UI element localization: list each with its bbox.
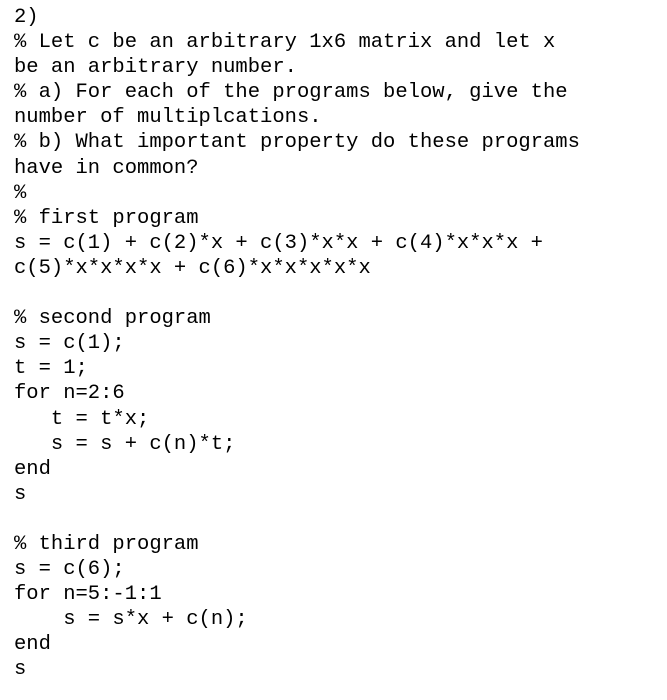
second-program-heading: % second program: [14, 307, 211, 331]
second-program-code-line-6: end: [14, 457, 51, 481]
first-program-heading: % first program: [14, 206, 199, 230]
comment-line-intro-1: % Let c be an arbitrary 1x6 matrix and let x: [14, 31, 556, 55]
blank-line: [14, 281, 667, 306]
comment-line-intro-2: be an arbitrary number.: [14, 56, 297, 80]
third-program-code-line-3: s = s*x + c(n);: [14, 608, 248, 632]
problem-number: 2): [14, 6, 39, 29]
first-program-code-line-2: c(5)*x*x*x*x + c(6)*x*x*x*x*x: [14, 256, 371, 280]
comment-line-question-a-1: % a) For each of the programs below, give the: [14, 81, 568, 105]
third-program-heading: % third program: [14, 532, 199, 556]
comment-line-question-b-1: % b) What important property do these programs: [14, 131, 580, 155]
first-program-code-line-1: s = c(1) + c(2)*x + c(3)*x*x + c(4)*x*x*x +: [14, 231, 543, 255]
second-program-code-line-7: s: [14, 482, 27, 506]
second-program-code-line-2: t = 1;: [14, 357, 88, 381]
comment-line-blank: %: [14, 181, 27, 205]
second-program-code-line-4: t = t*x;: [14, 407, 150, 431]
third-program-code-line-1: s = c(6);: [14, 558, 125, 582]
second-program-code-line-1: s = c(1);: [14, 332, 125, 356]
comment-line-question-b-2: have in common?: [14, 156, 199, 180]
third-program-code-line-2: for n=5:-1:1: [14, 583, 162, 607]
third-program-code-line-4: end: [14, 633, 51, 657]
second-program-code-line-3: for n=2:6: [14, 382, 125, 406]
blank-line: [14, 507, 667, 532]
third-program-code-line-5: s: [14, 658, 27, 682]
second-program-code-line-5: s = s + c(n)*t;: [14, 432, 236, 456]
comment-line-question-a-2: number of multiplcations.: [14, 106, 322, 130]
